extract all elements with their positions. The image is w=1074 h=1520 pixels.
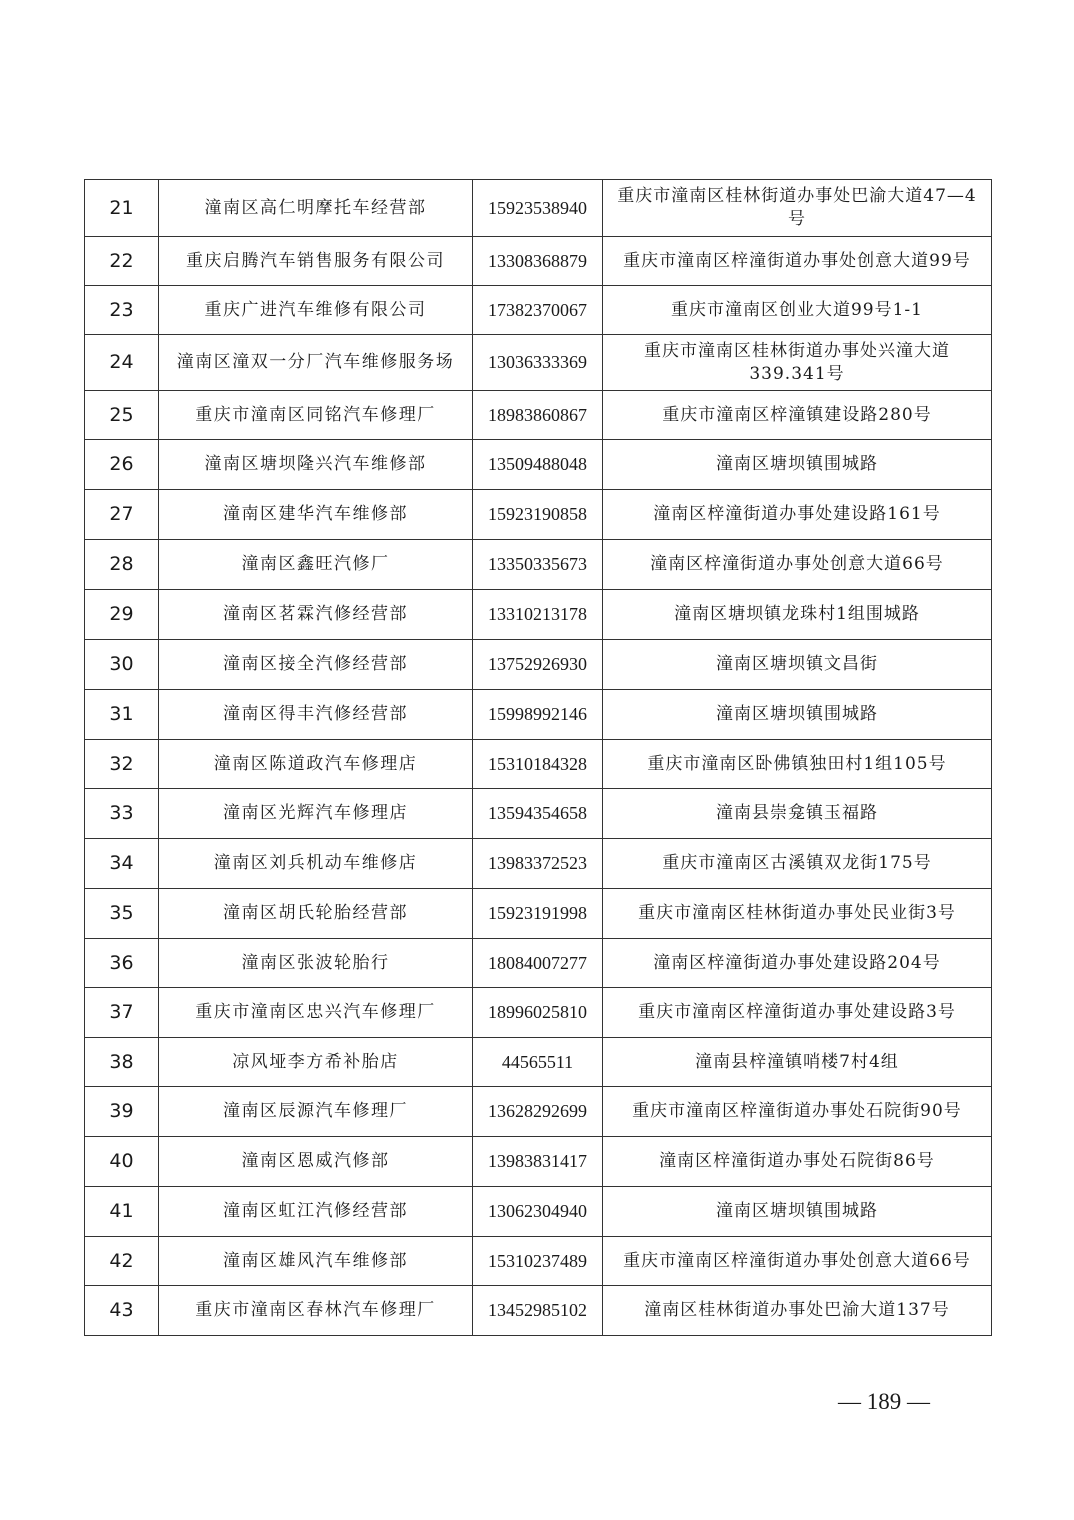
phone-number: 18983860867 (473, 391, 603, 440)
business-name: 潼南区恩威汽修部 (159, 1137, 473, 1187)
row-number: 30 (85, 640, 159, 690)
table-row (85, 889, 992, 939)
phone-number: 13594354658 (473, 789, 603, 839)
business-address: 重庆市潼南区桂林街道办事处巴渝大道47—4号 (603, 180, 992, 237)
phone-number: 13062304940 (473, 1187, 603, 1237)
business-name: 潼南区接全汽修经营部 (159, 640, 473, 690)
phone-number: 13628292699 (473, 1087, 603, 1137)
row-number: 21 (85, 180, 159, 237)
phone-number: 15310184328 (473, 740, 603, 789)
business-address: 潼南区梓潼街道办事处建设路204号 (603, 939, 992, 988)
table-row (85, 540, 992, 590)
table-row (85, 391, 992, 440)
table-row (85, 180, 992, 237)
table-row (85, 335, 992, 391)
phone-number: 13350335673 (473, 540, 603, 590)
business-address: 潼南区梓潼街道办事处建设路161号 (603, 490, 992, 540)
phone-number: 13509488048 (473, 440, 603, 490)
business-name: 潼南区陈道政汽车修理店 (159, 740, 473, 789)
business-address: 潼南区塘坝镇文昌街 (603, 640, 992, 690)
row-number: 33 (85, 789, 159, 839)
phone-number: 15923190858 (473, 490, 603, 540)
phone-number: 18996025810 (473, 988, 603, 1038)
table-row (85, 939, 992, 988)
business-address: 潼南县崇龛镇玉福路 (603, 789, 992, 839)
business-address: 重庆市潼南区梓潼镇建设路280号 (603, 391, 992, 440)
row-number: 36 (85, 939, 159, 988)
table-row (85, 839, 992, 889)
business-address: 潼南区塘坝镇围城路 (603, 1187, 992, 1237)
business-address: 重庆市潼南区创业大道99号1-1 (603, 286, 992, 335)
phone-number: 13310213178 (473, 590, 603, 640)
business-address: 重庆市潼南区桂林街道办事处民业街3号 (603, 889, 992, 939)
table-row (85, 1038, 992, 1087)
phone-number: 15998992146 (473, 690, 603, 740)
table-row (85, 690, 992, 740)
row-number: 23 (85, 286, 159, 335)
phone-number: 13036333369 (473, 335, 603, 391)
business-listing-table (84, 179, 992, 1336)
phone-number: 17382370067 (473, 286, 603, 335)
business-address: 潼南区桂林街道办事处巴渝大道137号 (603, 1286, 992, 1336)
row-number: 34 (85, 839, 159, 889)
phone-number: 13308368879 (473, 237, 603, 286)
business-name: 重庆市潼南区忠兴汽车修理厂 (159, 988, 473, 1038)
business-name: 潼南区鑫旺汽修厂 (159, 540, 473, 590)
business-address: 重庆市潼南区梓潼街道办事处石院街90号 (603, 1087, 992, 1137)
table-row (85, 1286, 992, 1336)
row-number: 27 (85, 490, 159, 540)
table-row (85, 988, 992, 1038)
phone-number: 15310237489 (473, 1237, 603, 1286)
row-number: 38 (85, 1038, 159, 1087)
business-address: 潼南县梓潼镇哨楼7村4组 (603, 1038, 992, 1087)
table-row (85, 237, 992, 286)
row-number: 39 (85, 1087, 159, 1137)
business-address: 重庆市潼南区梓潼街道办事处建设路3号 (603, 988, 992, 1038)
row-number: 31 (85, 690, 159, 740)
page-number: — 189 — (838, 1389, 930, 1414)
row-number: 29 (85, 590, 159, 640)
table-body (85, 180, 992, 1336)
table-row (85, 1087, 992, 1137)
business-name: 潼南区胡氏轮胎经营部 (159, 889, 473, 939)
business-name: 潼南区辰源汽车修理厂 (159, 1087, 473, 1137)
business-name: 潼南区得丰汽修经营部 (159, 690, 473, 740)
business-address: 重庆市潼南区桂林街道办事处兴潼大道339.341号 (603, 335, 992, 391)
row-number: 28 (85, 540, 159, 590)
business-name: 潼南区高仁明摩托车经营部 (159, 180, 473, 237)
business-name: 潼南区刘兵机动车维修店 (159, 839, 473, 889)
row-number: 40 (85, 1137, 159, 1187)
business-name: 潼南区张波轮胎行 (159, 939, 473, 988)
row-number: 35 (85, 889, 159, 939)
table-row (85, 789, 992, 839)
business-address: 重庆市潼南区古溪镇双龙街175号 (603, 839, 992, 889)
row-number: 26 (85, 440, 159, 490)
phone-number: 13983372523 (473, 839, 603, 889)
table-row (85, 1237, 992, 1286)
business-address: 重庆市潼南区卧佛镇独田村1组105号 (603, 740, 992, 789)
business-address: 潼南区梓潼街道办事处创意大道66号 (603, 540, 992, 590)
business-address: 潼南区塘坝镇围城路 (603, 440, 992, 490)
phone-number: 13752926930 (473, 640, 603, 690)
business-name: 凉风垭李方希补胎店 (159, 1038, 473, 1087)
row-number: 32 (85, 740, 159, 789)
business-address: 潼南区塘坝镇龙珠村1组围城路 (603, 590, 992, 640)
phone-number: 13452985102 (473, 1286, 603, 1336)
row-number: 22 (85, 237, 159, 286)
row-number: 37 (85, 988, 159, 1038)
row-number: 42 (85, 1237, 159, 1286)
business-name: 重庆广进汽车维修有限公司 (159, 286, 473, 335)
business-name: 重庆市潼南区春林汽车修理厂 (159, 1286, 473, 1336)
table-row (85, 1137, 992, 1187)
phone-number: 44565511 (473, 1038, 603, 1087)
phone-number: 15923538940 (473, 180, 603, 237)
business-address: 潼南区塘坝镇围城路 (603, 690, 992, 740)
business-address: 重庆市潼南区梓潼街道办事处创意大道66号 (603, 1237, 992, 1286)
phone-number: 13983831417 (473, 1137, 603, 1187)
business-name: 潼南区茗霖汽修经营部 (159, 590, 473, 640)
row-number: 43 (85, 1286, 159, 1336)
table-row (85, 286, 992, 335)
business-name: 潼南区建华汽车维修部 (159, 490, 473, 540)
business-name: 潼南区虹江汽修经营部 (159, 1187, 473, 1237)
business-name: 潼南区雄风汽车维修部 (159, 1237, 473, 1286)
phone-number: 18084007277 (473, 939, 603, 988)
table-row (85, 490, 992, 540)
business-name: 潼南区潼双一分厂汽车维修服务场 (159, 335, 473, 391)
row-number: 41 (85, 1187, 159, 1237)
row-number: 24 (85, 335, 159, 391)
business-name: 潼南区塘坝隆兴汽车维修部 (159, 440, 473, 490)
table-row (85, 740, 992, 789)
phone-number: 15923191998 (473, 889, 603, 939)
business-name: 重庆启腾汽车销售服务有限公司 (159, 237, 473, 286)
table-row (85, 1187, 992, 1237)
table-row (85, 440, 992, 490)
business-address: 重庆市潼南区梓潼街道办事处创意大道99号 (603, 237, 992, 286)
row-number: 25 (85, 391, 159, 440)
table-row (85, 640, 992, 690)
table-row (85, 590, 992, 640)
business-address: 潼南区梓潼街道办事处石院街86号 (603, 1137, 992, 1187)
business-name: 潼南区光辉汽车修理店 (159, 789, 473, 839)
business-name: 重庆市潼南区同铭汽车修理厂 (159, 391, 473, 440)
